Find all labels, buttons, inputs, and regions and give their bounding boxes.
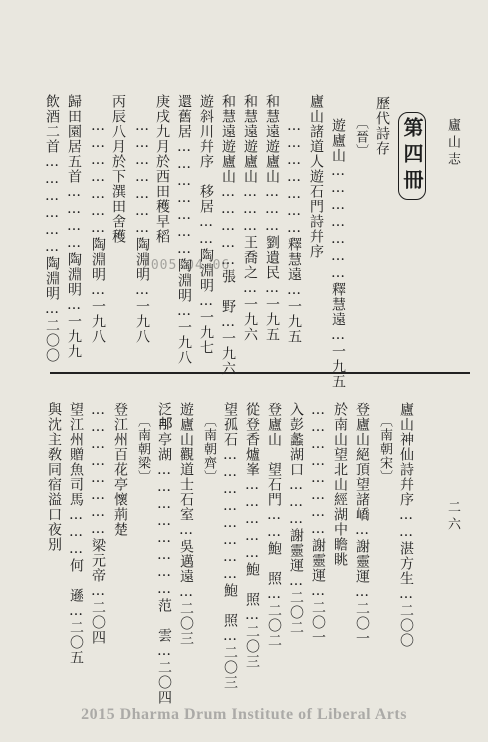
toc-entry: 丙辰八月於下潠田舍穫 [110, 94, 126, 244]
toc-entry: 泛𨚗亭湖……………………范 雲…二〇四 [156, 402, 172, 705]
toc-entry: 登廬山絕頂望諸嶠…謝靈運…二〇一 [354, 402, 370, 646]
section-category: 歷代詩存 [374, 96, 390, 156]
dynasty-heading: 〔南朝齊〕 [201, 414, 216, 484]
toc-entry: 從登香爐峯……………鮑 照…二〇三 [244, 402, 260, 669]
toc-entry: 與沈主敎同宿溢口夜別 [46, 402, 62, 552]
toc-entry: 登江州百花亭懷荊楚 [112, 402, 128, 537]
toc-entry: 歸田園居五首…………陶淵明…一九九 [66, 94, 82, 359]
toc-entry: 和慧遠遊廬山……………張 野…一九六 [220, 94, 236, 376]
toc-entry: …………………陶淵明…一九八 [134, 118, 150, 344]
toc-entry: 入彭蠡湖口………謝靈運…二〇二 [288, 402, 304, 635]
date-stamp: 2005-04-06 [142, 258, 231, 273]
toc-entry: 遊斜川幷序 移居……陶淵明…一九七 [198, 94, 214, 355]
toc-entry: 和慧遠遊廬山………王喬之…一九六 [242, 94, 258, 342]
toc-entry: 登廬山 望石門……鮑 照…二〇二 [266, 402, 282, 648]
dynasty-heading: 〔南朝宋〕 [377, 414, 392, 484]
toc-entry: 於南山望北山經湖中瞻眺 [332, 402, 348, 567]
footer-watermark: 2015 Dharma Drum Institute of Liberal Arts [81, 706, 407, 723]
toc-entry: 遊廬山觀道士石室…吳邁遠…二〇三 [178, 402, 194, 646]
toc-entry: 望孤石……………………鮑 照…二〇三 [222, 402, 238, 690]
toc-entry: 還舊居…………………陶淵明…一九八 [176, 94, 192, 365]
toc-entry: 遊廬山…………………釋慧遠…一九五 [330, 118, 346, 389]
volume-title: 第四冊 [398, 112, 426, 200]
toc-entry: 和慧遠遊廬山………劉遺民…一九五 [264, 94, 280, 342]
book-title: 廬山志 [445, 118, 460, 169]
section-divider [50, 372, 470, 374]
dynasty-heading: 〔南朝梁〕 [135, 414, 150, 484]
page-number: 二六 [445, 500, 460, 534]
toc-entry: 庚戌九月於西田穫早稻 [154, 94, 170, 244]
toc-entry: 廬山神仙詩幷序……湛方生…二〇〇 [398, 402, 414, 648]
toc-entry: 飲酒二首………………陶淵明…二〇〇 [44, 94, 60, 363]
dynasty-heading: 〔晉〕 [353, 116, 368, 158]
toc-entry: ……………………梁元帝…二〇四 [90, 402, 106, 645]
toc-entry: ……………………謝靈運…二〇一 [310, 402, 326, 645]
toc-entry: …………………陶淵明…一九八 [90, 118, 106, 344]
toc-entry: 廬山諸道人遊石門詩幷序 [308, 94, 324, 259]
toc-entry: 望江州贈魚司馬………何 遜…二〇五 [68, 402, 84, 665]
toc-entry: …………………釋慧遠…一九五 [286, 118, 302, 344]
